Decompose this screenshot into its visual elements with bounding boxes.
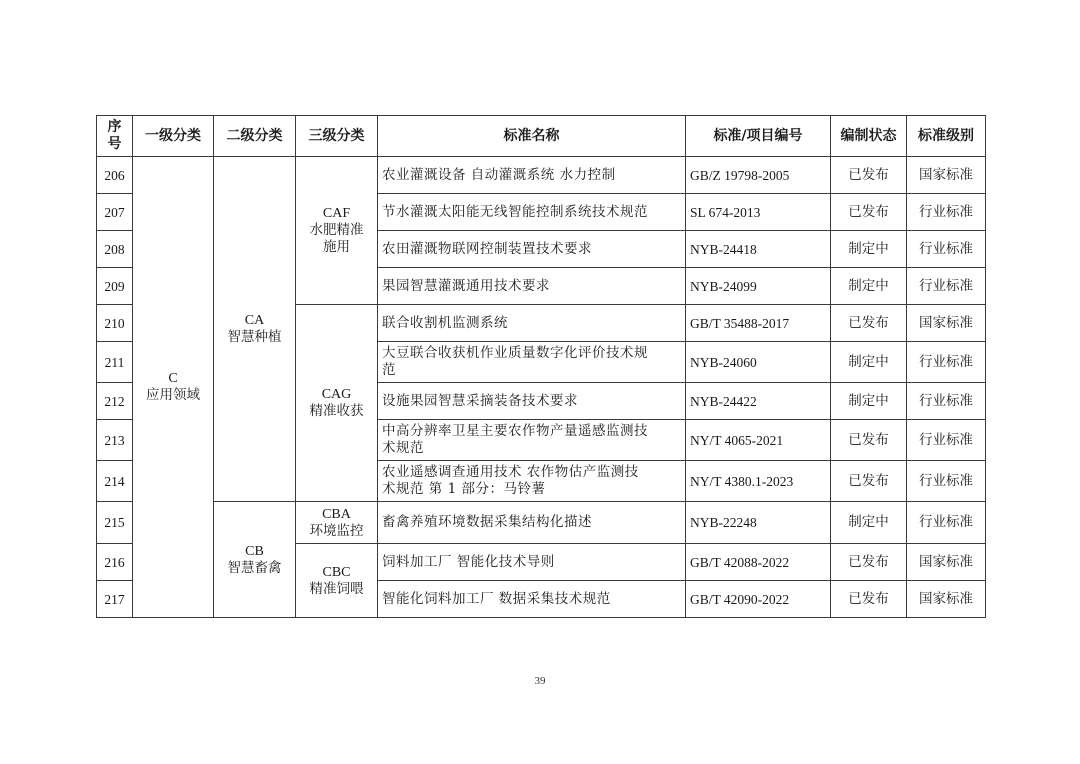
- standard-name: [378, 194, 686, 231]
- standard-code: GB/T 35488-2017: [686, 305, 831, 342]
- standard-name-line2: 术规范: [382, 440, 424, 456]
- row-number: 213: [97, 420, 133, 461]
- status: 制定中: [831, 502, 907, 544]
- category-cb-name: 智慧畜禽: [227, 559, 282, 576]
- category-cbc-code: CBC: [322, 564, 351, 580]
- category-cag-code: CAG: [321, 387, 352, 402]
- category-ca: [214, 157, 296, 502]
- standard-name-line1: 中高分辨率卫星主要农作物产量遥感监测技: [382, 423, 648, 439]
- standard-code: GB/Z 19798-2005: [686, 157, 831, 194]
- standards-table: [96, 115, 986, 618]
- standard-name-line1: 农业遥感调查通用技术 农作物估产监测技: [382, 464, 639, 480]
- row-number: 216: [97, 544, 133, 581]
- header-status: 编制状态: [831, 116, 907, 157]
- status: 已发布: [831, 544, 907, 581]
- standard-code: NYB-24422: [686, 383, 831, 420]
- category-cba-code: CBA: [322, 506, 351, 522]
- standard-name: [378, 544, 686, 581]
- header-code: 标准/项目编号: [686, 116, 831, 157]
- standard-code: NYB-24418: [686, 231, 831, 268]
- grade: 行业标准: [907, 502, 986, 544]
- standard-name-line2: 范: [382, 362, 396, 378]
- standard-name-line1: 大豆联合收获机作业质量数字化评价技术规: [382, 345, 648, 361]
- standard-code: NYB-24060: [686, 342, 831, 383]
- standard-name: [378, 502, 686, 544]
- row-number: 217: [97, 581, 133, 618]
- standard-name-line1: 农业灌溉设备 自动灌溉系统 水力控制: [382, 166, 616, 183]
- category-cag-name: 精准收获: [309, 403, 364, 419]
- page-number: 39: [534, 675, 546, 687]
- status: 制定中: [831, 231, 907, 268]
- status: 已发布: [831, 461, 907, 502]
- standard-name-line1: 果园智慧灌溉通用技术要求: [382, 277, 550, 294]
- category-cb-code: CB: [245, 543, 264, 559]
- standard-name: [378, 305, 686, 342]
- category-c-name: 应用领域: [146, 387, 200, 403]
- standard-name: [378, 461, 686, 502]
- grade: 国家标准: [907, 544, 986, 581]
- status: 制定中: [831, 342, 907, 383]
- grade: 行业标准: [907, 268, 986, 305]
- standard-name: [378, 268, 686, 305]
- header-level2: 二级分类: [214, 116, 296, 157]
- category-caf-name-line1: 水肥精准: [309, 222, 364, 238]
- standard-name-line1: 农田灌溉物联网控制装置技术要求: [382, 240, 592, 257]
- category-cb: [214, 502, 296, 618]
- grade: 行业标准: [907, 383, 986, 420]
- status: 已发布: [831, 420, 907, 461]
- standard-name-line1: 畜禽养殖环境数据采集结构化描述: [382, 514, 592, 530]
- category-ca-code: CA: [244, 313, 265, 328]
- table-row: [97, 157, 986, 194]
- category-cbc: [296, 544, 378, 618]
- category-cba: [296, 502, 378, 544]
- status: 已发布: [831, 581, 907, 618]
- category-caf: [296, 157, 378, 305]
- standard-name: [378, 157, 686, 194]
- row-number: 211: [97, 342, 133, 383]
- row-number: 215: [97, 502, 133, 544]
- standard-code: NYB-22248: [686, 502, 831, 544]
- table-row: [97, 502, 986, 544]
- row-number: 206: [97, 157, 133, 194]
- standard-code: NY/T 4380.1-2023: [686, 461, 831, 502]
- row-number: 208: [97, 231, 133, 268]
- category-cbc-name: 精准饲喂: [309, 580, 364, 597]
- status: 已发布: [831, 157, 907, 194]
- grade: 行业标准: [907, 461, 986, 502]
- header-level3: 三级分类: [296, 116, 378, 157]
- status: 已发布: [831, 305, 907, 342]
- row-number: 212: [97, 383, 133, 420]
- standard-name: [378, 420, 686, 461]
- status: 制定中: [831, 268, 907, 305]
- standard-name-line1: 饲料加工厂 智能化技术导则: [382, 553, 555, 570]
- category-cag: [296, 305, 378, 502]
- grade: 国家标准: [907, 305, 986, 342]
- row-number: 214: [97, 461, 133, 502]
- grade: 行业标准: [907, 194, 986, 231]
- standard-code: SL 674-2013: [686, 194, 831, 231]
- grade: 行业标准: [907, 342, 986, 383]
- row-number: 207: [97, 194, 133, 231]
- standard-name: [378, 342, 686, 383]
- row-number: 209: [97, 268, 133, 305]
- grade: 国家标准: [907, 581, 986, 618]
- header-level1: 一级分类: [133, 116, 214, 157]
- standard-name-line1: 智能化饲料加工厂 数据采集技术规范: [382, 590, 611, 607]
- standard-code: NY/T 4065-2021: [686, 420, 831, 461]
- grade: 国家标准: [907, 157, 986, 194]
- standard-name: [378, 383, 686, 420]
- header-seq: [97, 116, 133, 157]
- standard-name: [378, 581, 686, 618]
- category-c: [133, 157, 214, 618]
- grade: 行业标准: [907, 231, 986, 268]
- standard-name-line1: 节水灌溉太阳能无线智能控制系统技术规范: [382, 203, 648, 220]
- standard-name-line1: 联合收割机监测系统: [382, 314, 508, 331]
- category-ca-name: 智慧种植: [227, 329, 282, 345]
- category-cba-name: 环境监控: [309, 522, 364, 539]
- header-seq-line1: 序: [107, 119, 122, 135]
- category-c-code: C: [168, 371, 178, 386]
- standard-name-line1: 设施果园智慧采摘装备技术要求: [382, 392, 578, 409]
- header-name: 标准名称: [378, 116, 686, 157]
- standard-code: NYB-24099: [686, 268, 831, 305]
- category-caf-name-line2: 施用: [323, 239, 350, 255]
- header-row: [97, 116, 986, 157]
- grade: 行业标准: [907, 420, 986, 461]
- header-seq-line2: 号: [107, 136, 122, 152]
- row-number: 210: [97, 305, 133, 342]
- standard-code: GB/T 42090-2022: [686, 581, 831, 618]
- standard-code: GB/T 42088-2022: [686, 544, 831, 581]
- standard-name: [378, 231, 686, 268]
- standard-name-line2: 术规范 第 1 部分：马铃薯: [382, 481, 546, 497]
- header-grade: 标准级别: [907, 116, 986, 157]
- status: 已发布: [831, 194, 907, 231]
- category-caf-code: CAF: [322, 206, 351, 221]
- status: 制定中: [831, 383, 907, 420]
